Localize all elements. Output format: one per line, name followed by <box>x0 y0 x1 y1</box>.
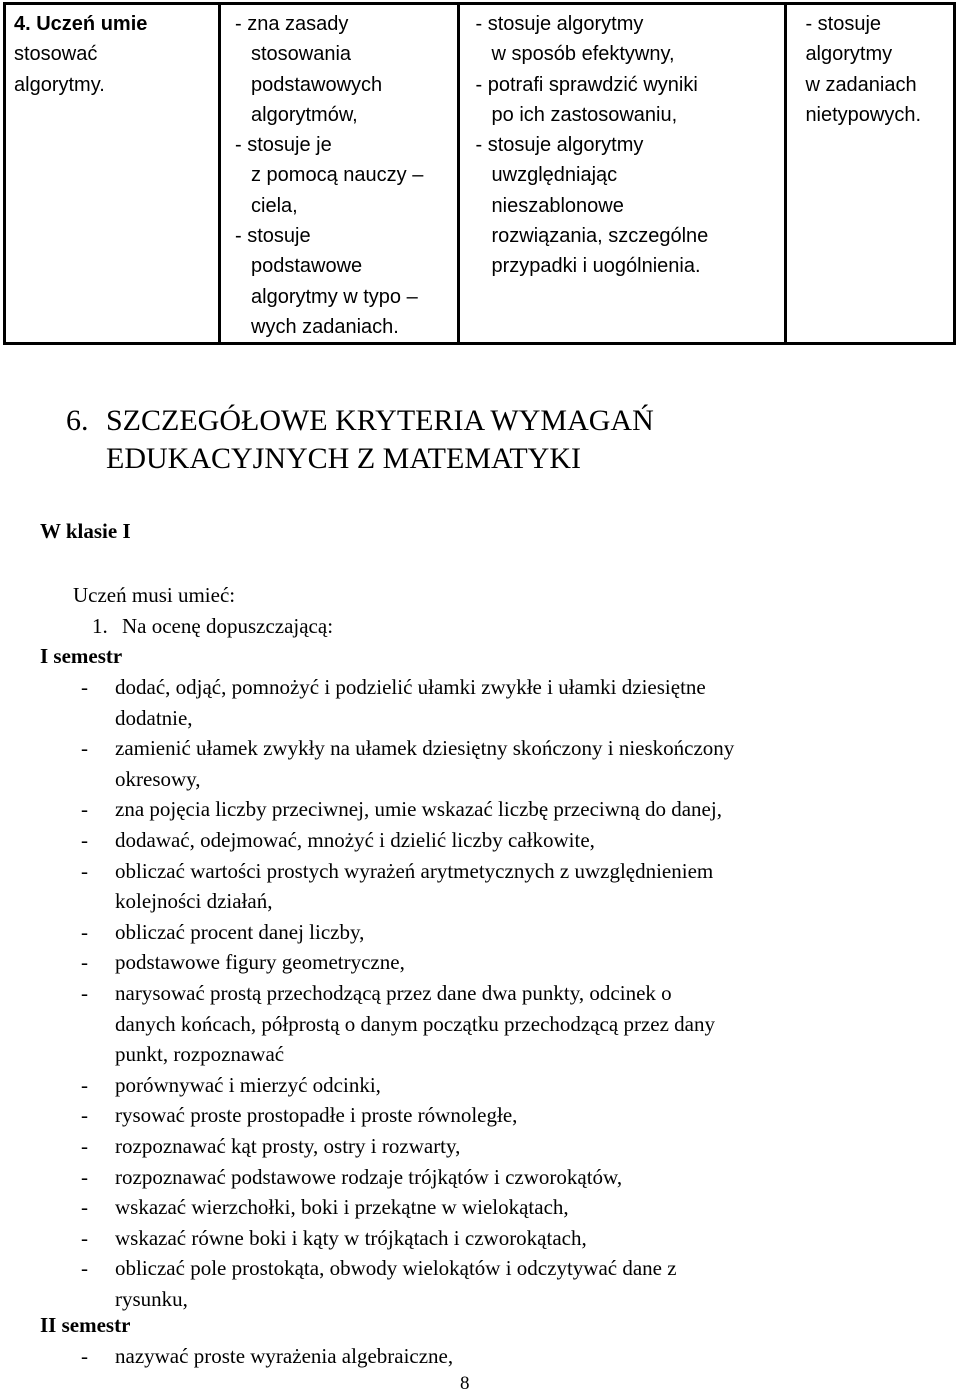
cell-line: - zna zasady <box>235 13 349 35</box>
cell-line: wych zadaniach. <box>251 315 399 338</box>
section-title <box>106 402 654 478</box>
cell-line: przypadki i uogólnienia. <box>491 255 701 278</box>
cell-line: stosować <box>14 43 98 66</box>
cell-line: ciela, <box>251 194 298 217</box>
cell-line: algorytmy. <box>14 73 105 96</box>
list-item-text: rozpoznawać podstawowe rodzaje trójkątów i czworokątów, <box>115 1164 623 1189</box>
page-number: 8 <box>460 1373 470 1394</box>
list-dash: - <box>81 1225 88 1250</box>
cell-line: 4. Uczeń umie <box>14 13 148 35</box>
list-dash: - <box>81 1195 88 1220</box>
cell-line: - stosuje algorytmy <box>475 134 644 157</box>
cell-line: podstawowe <box>251 255 363 278</box>
list-dash: - <box>81 736 88 761</box>
class-heading: W klasie I <box>40 519 131 543</box>
cell-line: uwzględniając <box>491 164 618 187</box>
list-dash: - <box>81 919 88 944</box>
cell-line: w sposób efektywny, <box>491 43 675 66</box>
list-item-text: dodać, odjąć, pomnożyć i podzielić ułamki zwykłe i ułamki dziesiętne <box>115 675 706 699</box>
cell-lines <box>6 5 218 100</box>
table-cell-extended <box>458 4 786 344</box>
cell-line: nieszablonowe <box>491 194 624 217</box>
list-dash: - <box>81 950 88 975</box>
table-row <box>5 4 955 344</box>
cell-lines <box>221 5 457 342</box>
cell-line: - stosuje <box>235 225 311 248</box>
list-item-text: obliczać procent danej liczby, <box>115 919 365 944</box>
list-item-text: obliczać wartości prostych wyrażeń arytmetycznych z uwzględnieniem <box>115 858 714 883</box>
cell-line: algorytmy w typo – <box>251 285 418 308</box>
list-item-text: punkt, rozpoznawać <box>115 1042 285 1067</box>
cell-line: - stosuje algorytmy <box>475 13 644 35</box>
list-item-text: porównywać i mierzyć odcinki, <box>115 1072 381 1097</box>
cell-line: nietypowych. <box>805 103 922 126</box>
list-item-text: nazywać proste wyrażenia algebraiczne, <box>115 1344 454 1368</box>
list-item-text: obliczać pole prostokąta, obwody wielokątów i odczytywać dane z <box>115 1256 677 1281</box>
list-item-text: okresowy, <box>115 766 201 791</box>
semester-2-label: II semestr <box>40 1313 131 1337</box>
cell-line: - potrafi sprawdzić wyniki <box>475 73 698 96</box>
list-dash: - <box>81 1164 88 1189</box>
list-item-text: zna pojęcia liczby przeciwnej, umie wskazać liczbę przeciwną do danej, <box>115 797 722 822</box>
list-dash: - <box>81 1072 88 1097</box>
cell-line: stosowania <box>251 43 352 66</box>
cell-line: algorytmów, <box>251 103 358 126</box>
intro-text: Uczeń musi umieć: <box>73 583 236 607</box>
list-item-text: podstawowe figury geometryczne, <box>115 950 405 975</box>
list-dash: - <box>81 981 88 1005</box>
list-item-text: dodawać, odejmować, mnożyć i dzielić liczby całkowite, <box>115 828 595 852</box>
cell-line: podstawowych <box>251 73 383 96</box>
section-title-line: EDUKACYJNYCH Z MATEMATYKI <box>106 442 581 475</box>
list-dash: - <box>81 1103 88 1128</box>
table-cell-advanced <box>786 4 955 344</box>
table-cell-basic <box>220 4 459 344</box>
list-dash: - <box>81 797 88 822</box>
cell-lines <box>787 5 953 130</box>
list-item-text: rysunku, <box>115 1287 188 1311</box>
list-item-text: wskazać wierzchołki, boki i przekątne w wielokątach, <box>115 1195 569 1220</box>
grade-label: Na ocenę dopuszczającą: <box>122 614 334 638</box>
cell-line: - stosuje <box>805 13 882 35</box>
list-dash: - <box>81 1256 88 1281</box>
list-item-text: narysować prostą przechodzącą przez dane dwa punkty, odcinek o <box>115 981 672 1005</box>
list-item-text: rozpoznawać kąt prosty, ostry i rozwarty, <box>115 1134 461 1158</box>
list-item-text: rysować proste prostopadłe i proste równoległe, <box>115 1103 518 1128</box>
list-item-text: zamienić ułamek zwykły na ułamek dziesiętny skończony i nieskończony <box>115 736 735 761</box>
criteria-table <box>3 2 956 345</box>
cell-line: - stosuje je <box>235 134 332 157</box>
semester-1-label: I semestr <box>40 644 123 668</box>
list-dash: - <box>81 858 88 883</box>
cell-line: w zadaniach <box>805 73 917 96</box>
list-dash: - <box>81 1134 88 1158</box>
cell-line: po ich zastosowaniu, <box>491 103 678 126</box>
cell-line: rozwiązania, szczególne <box>491 225 709 248</box>
list-item-text: kolejności działań, <box>115 889 273 914</box>
table-cell-level <box>5 4 220 344</box>
cell-lines <box>460 5 785 282</box>
section-title-line: SZCZEGÓŁOWE KRYTERIA WYMAGAŃ <box>106 404 654 437</box>
list-dash: - <box>81 675 88 699</box>
list-item-text: dodatnie, <box>115 705 193 730</box>
list-item-text: wskazać równe boki i kąty w trójkątach i czworokątach, <box>115 1225 587 1250</box>
grade-number: 1. <box>92 614 108 638</box>
section-number: 6. <box>66 404 89 437</box>
list-item-text: danych końcach, półprostą o danym początku przechodzącą przez dany <box>115 1011 715 1036</box>
cell-line: algorytmy <box>805 43 893 66</box>
list-dash: - <box>81 1344 88 1368</box>
list-dash: - <box>81 828 88 852</box>
cell-line: z pomocą nauczy – <box>251 164 424 187</box>
